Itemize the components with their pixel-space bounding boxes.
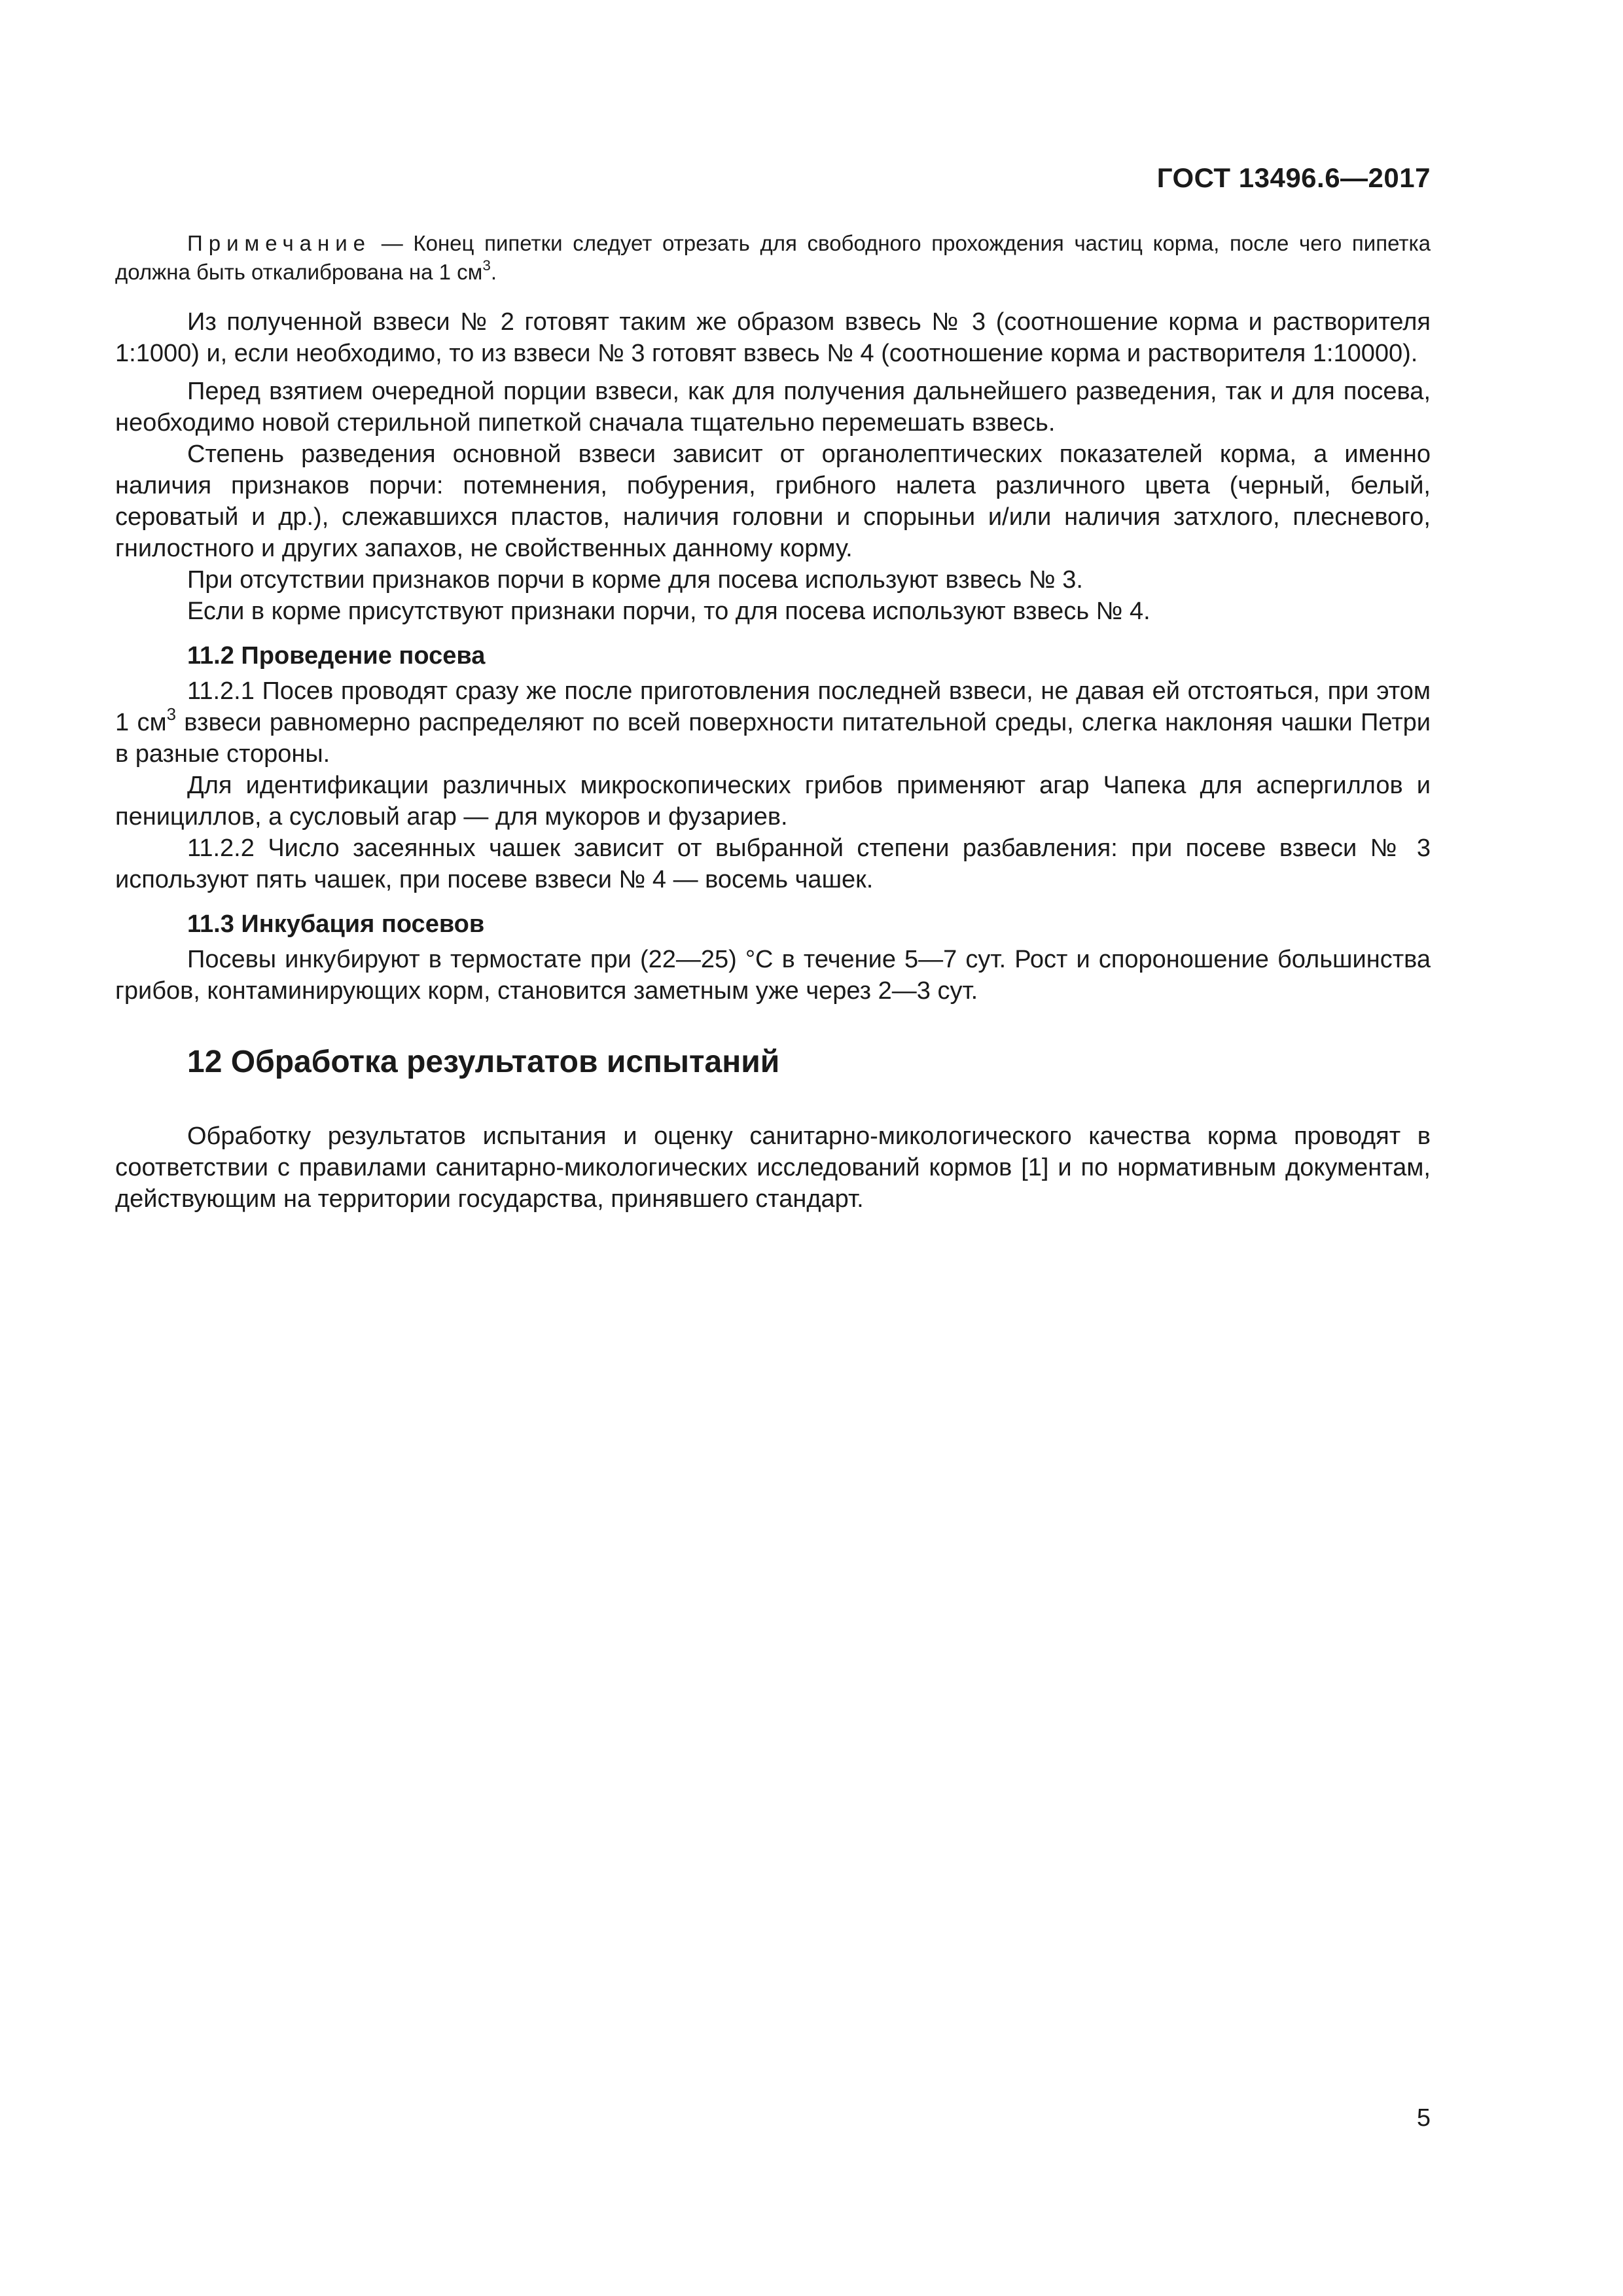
heading-11-2: 11.2 Проведение посева	[187, 642, 486, 670]
note-paragraph	[115, 229, 1431, 287]
paragraph-11-2-1-text: 11.2.1 Посев проводят сразу же после приготовления последней взвеси, не давая ей отстояться, при этом 1 см	[115, 677, 1431, 736]
paragraph-11-2-1-superscript: 3	[166, 705, 176, 724]
paragraph-incubation: Посевы инкубируют в термостате при (22—25) °С в течение 5—7 сут. Рост и спороношение большинства грибов, контаминирующих корм, становится заметным уже через 2—3 сут.	[115, 946, 1431, 1005]
paragraph-spoilage: Если в корме присутствуют признаки порчи, то для посева используют взвесь № 4.	[187, 598, 1150, 625]
note-dash: —	[371, 231, 414, 255]
paragraph-mixing: Перед взятием очередной порции взвеси, как для получения дальнейшего разведения, так и для посева, необходимо новой стерильной пипеткой сначала тщательно перемешать взвесь.	[115, 378, 1431, 437]
note-superscript: 3	[482, 257, 491, 274]
note-label: Примечание	[187, 231, 372, 255]
document-code: ГОСТ 13496.6—2017	[1156, 162, 1431, 193]
heading-12: 12 Обработка результатов испытаний	[187, 1045, 780, 1079]
paragraph-agar: Для идентификации различных микроскопических грибов применяют агар Чапека для аспергиллов и пенициллов, а сусловый агар — для мукоров и фузариев.	[115, 772, 1431, 831]
paragraph-11-2-2: 11.2.2 Число засеянных чашек зависит от выбранной степени разбавления: при посеве взвеси № 3 используют пять чашек, при посеве взвеси № 4 — восемь чашек.	[115, 834, 1431, 893]
paragraph-dilution-degree: Степень разведения основной взвеси зависит от органолептических показателей корма, а именно наличия признаков порчи: потемнения, побурения, грибного налета различного цвета (черный, белый, сероватый и др.), слежавшихся пластов, наличия головни и спорыньи и/или наличия затхлого, плесневого, гнилостного и других запахов, не свойственных данному корму.	[115, 440, 1431, 562]
document-page	[115, 0, 1431, 2296]
paragraph-no-spoilage: При отсутствии признаков порчи в корме для посева используют взвесь № 3.	[187, 566, 1083, 594]
paragraph-suspension-3: Из полученной взвеси № 2 готовят таким же образом взвесь № 3 (соотношение корма и растворителя 1:1000) и, если необходимо, то из взвеси № 3 готовят взвесь № 4 (соотношение корма и растворителя 1:10000).	[115, 308, 1431, 367]
heading-11-3: 11.3 Инкубация посевов	[187, 910, 485, 938]
note-text: Конец пипетки следует отрезать для свободного прохождения частиц корма, после чего пипетка должна быть откалибрована на 1 см	[115, 231, 1431, 284]
paragraph-11-2-1	[115, 675, 1431, 770]
page-number: 5	[1416, 2104, 1431, 2132]
document-body	[115, 229, 1431, 1215]
paragraph-results: Обработку результатов испытания и оценку санитарно-микологического качества корма проводят в соответствии с правилами санитарно-микологических исследований кормов [1] и по нормативным документам, действующим на территории государства, принявшего стандарт.	[115, 1122, 1431, 1213]
note-text-end: .	[490, 260, 497, 284]
paragraph-11-2-1-text-end: взвеси равномерно распределяют по всей поверхности питательной среды, слегка наклоняя чашки Петри в разные стороны.	[115, 709, 1431, 768]
